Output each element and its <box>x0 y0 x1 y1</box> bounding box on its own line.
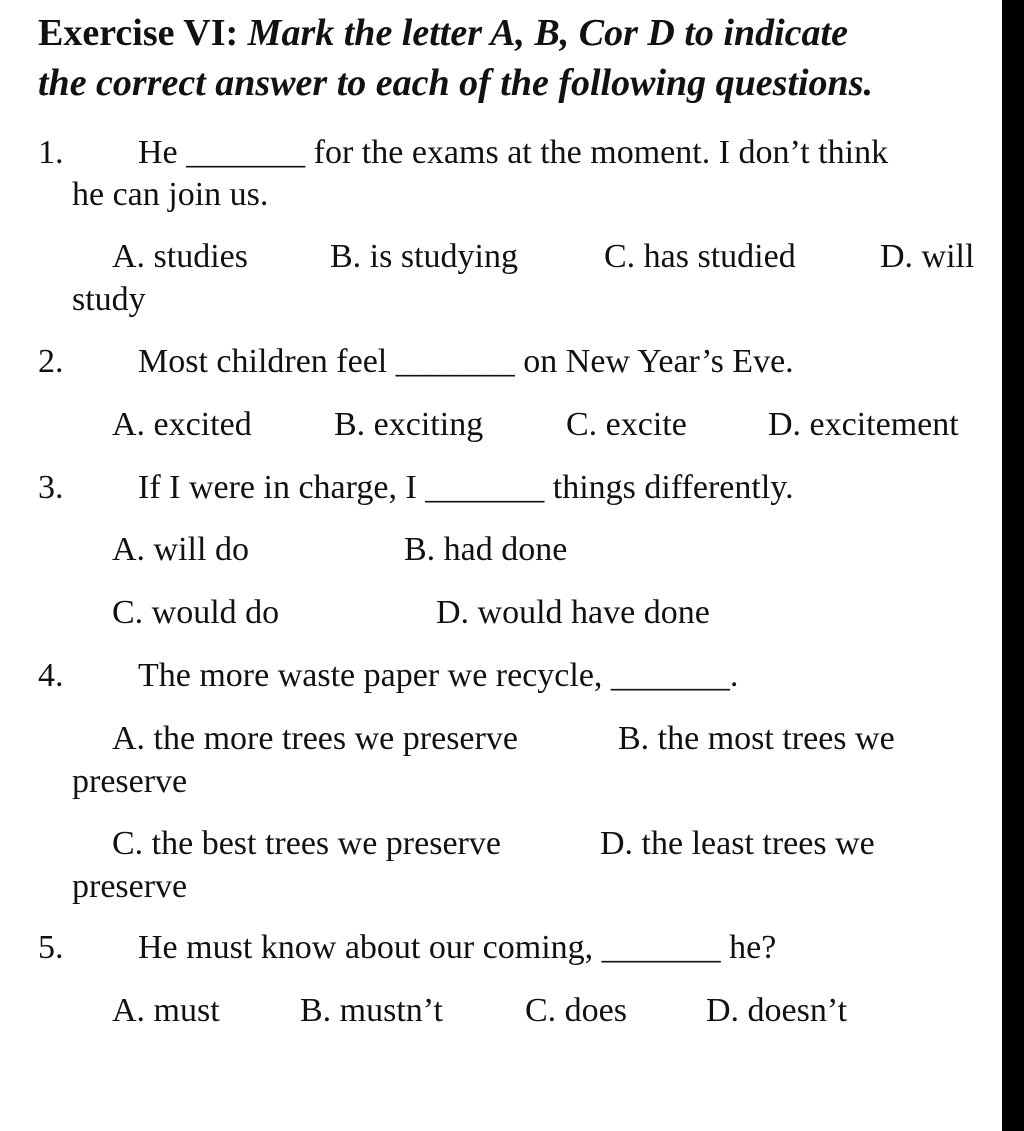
q1-option-c: C. has studied <box>604 238 796 275</box>
question-5-number: 5. <box>38 929 64 966</box>
right-edge-bar <box>1002 0 1024 1131</box>
q5-option-d: D. doesn’t <box>706 992 848 1029</box>
question-2-stem <box>138 342 794 382</box>
exercise-title <box>38 10 848 56</box>
q5-option-b: B. mustn’t <box>300 992 443 1029</box>
exercise-instruction-2: the correct answer to each of the following questions. <box>38 62 873 104</box>
q4-blank: _______ <box>610 657 730 694</box>
q4-option-d-cont: preserve <box>72 868 188 905</box>
question-1-stem <box>138 133 888 173</box>
q5-option-c: C. does <box>525 992 627 1029</box>
q5-stem-after: he? <box>729 929 777 966</box>
question-3-stem <box>138 468 794 508</box>
q2-option-c: C. excite <box>566 406 687 443</box>
q1-stem-before: He <box>138 134 178 171</box>
q4-option-b: B. the most trees we <box>618 720 895 757</box>
q2-stem-after: on New Year’s Eve. <box>523 343 794 380</box>
q4-stem-after: . <box>729 657 739 694</box>
question-1-number: 1. <box>38 134 64 171</box>
q2-blank: _______ <box>395 343 515 380</box>
q4-option-a: A. the more trees we preserve <box>112 720 518 757</box>
q1-option-b: B. is studying <box>330 238 518 275</box>
q3-blank: _______ <box>425 469 545 506</box>
question-5-stem <box>138 928 776 968</box>
question-3-number: 3. <box>38 469 64 506</box>
q1-option-d: D. will <box>880 238 975 275</box>
q4-option-c: C. the best trees we preserve <box>112 825 501 862</box>
exercise-instruction-line2 <box>38 60 873 106</box>
q2-stem-before: Most children feel <box>138 343 388 380</box>
q5-stem-before: He must know about our coming, <box>138 929 594 966</box>
q5-blank: _______ <box>601 929 721 966</box>
q2-option-a: A. excited <box>112 406 252 443</box>
question-4-stem <box>138 656 738 696</box>
q2-option-d: D. excitement <box>768 406 959 443</box>
q3-option-d: D. would have done <box>436 594 710 631</box>
q3-option-b: B. had done <box>404 531 568 568</box>
q1-option-d-cont: study <box>72 281 146 318</box>
q1-stem-after: for the exams at the moment. I don’t think <box>313 134 889 171</box>
q3-option-a: A. will do <box>112 531 249 568</box>
q2-option-b: B. exciting <box>334 406 484 443</box>
q1-blank: _______ <box>186 134 306 171</box>
exercise-instruction-1: Mark the letter A, B, Cor D to indicate <box>247 12 848 54</box>
question-4-number: 4. <box>38 657 64 694</box>
q1-option-a: A. studies <box>112 238 248 275</box>
q5-option-a: A. must <box>112 992 220 1029</box>
question-2-number: 2. <box>38 343 64 380</box>
q3-stem-after: things differently. <box>552 469 794 506</box>
q4-stem-before: The more waste paper we recycle, <box>138 657 603 694</box>
q3-stem-before: If I were in charge, I <box>138 469 417 506</box>
q4-option-b-cont: preserve <box>72 763 188 800</box>
exercise-label: Exercise VI: <box>38 12 239 54</box>
question-1-stem-cont: he can join us. <box>72 176 269 213</box>
q3-option-c: C. would do <box>112 594 280 631</box>
q4-option-d: D. the least trees we <box>600 825 875 862</box>
